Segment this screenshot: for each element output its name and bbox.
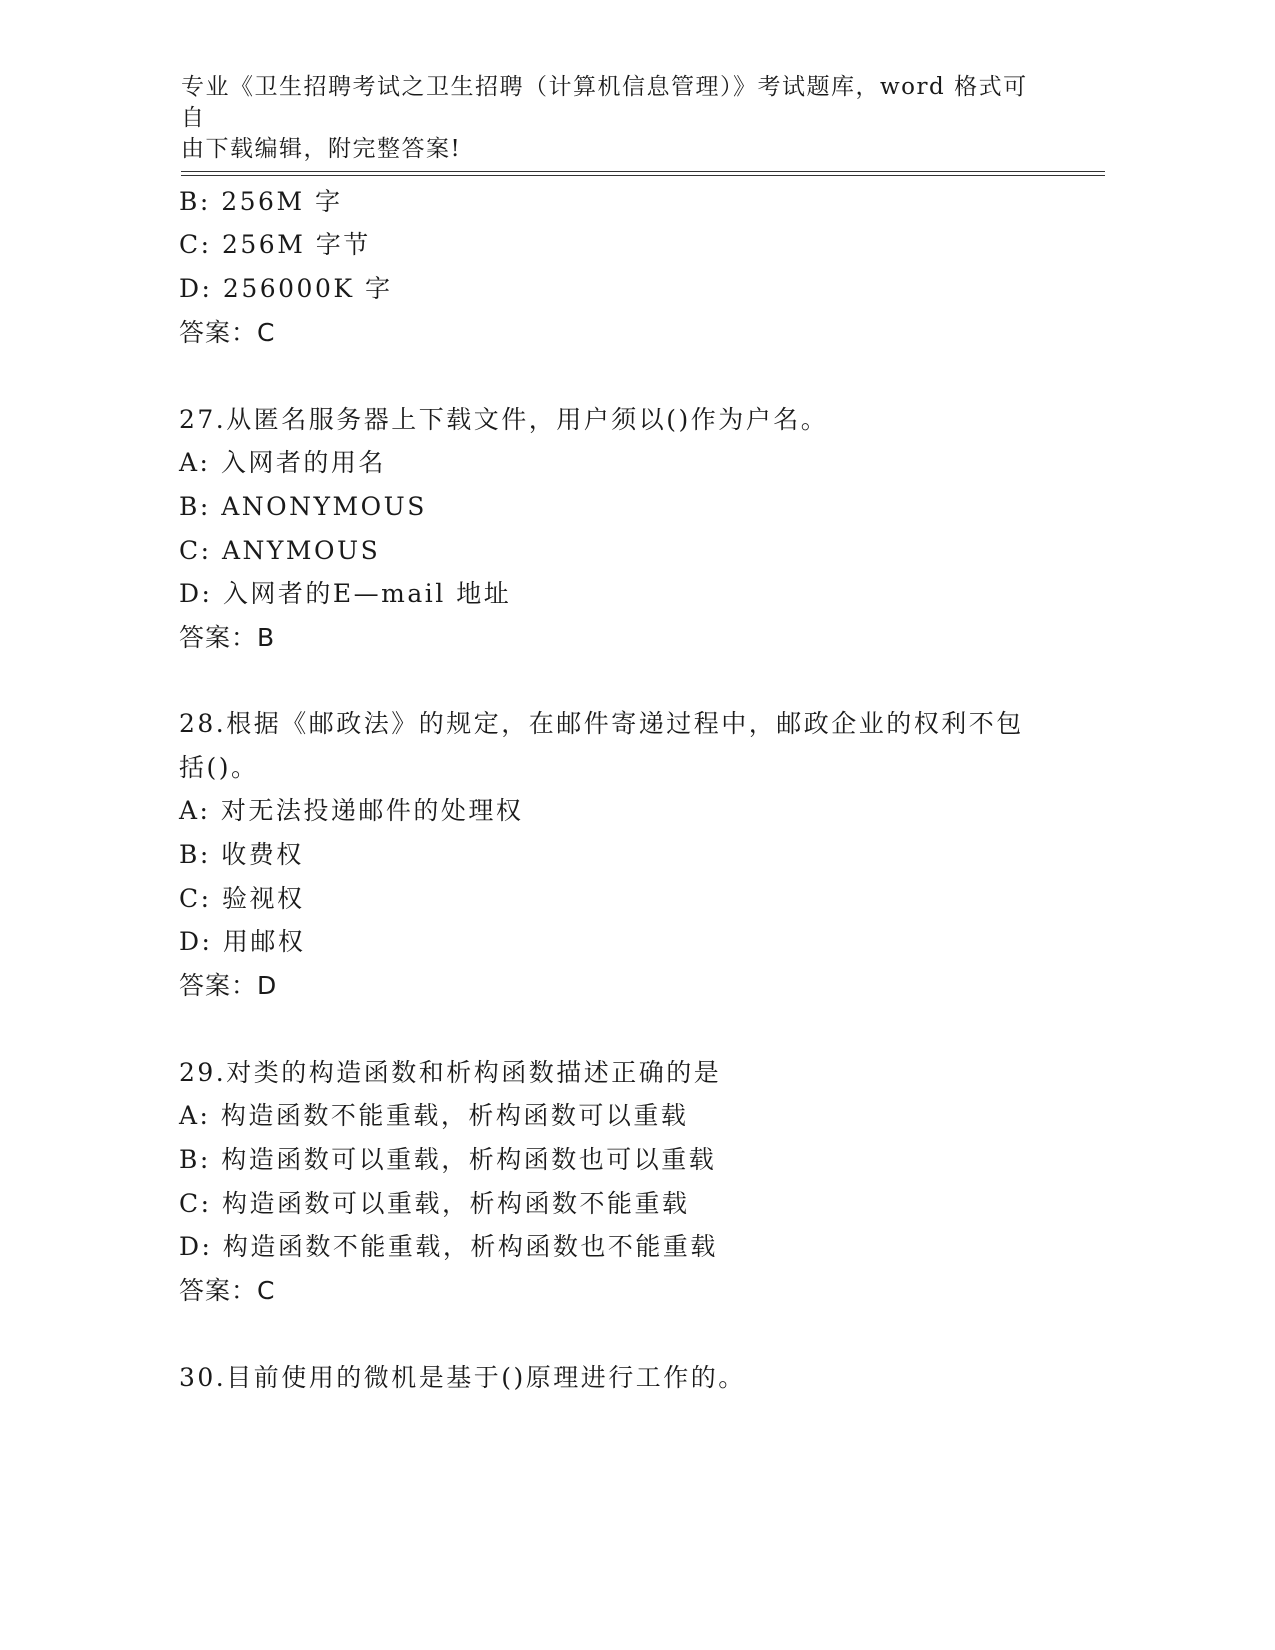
option-a: A: 对无法投递邮件的处理权	[179, 796, 524, 825]
header-line-1: 专业《卫生招聘考试之卫生招聘（计算机信息管理）》考试题库，word 格式可自	[181, 74, 1028, 131]
option-d: D: 构造函数不能重载，析构函数也不能重载	[179, 1232, 718, 1261]
answer: 答案：C	[179, 318, 276, 347]
option-d: D: 用邮权	[179, 927, 306, 956]
option-b: B: 构造函数可以重载，析构函数也可以重载	[179, 1145, 717, 1174]
option-b: B: 256M 字	[179, 187, 343, 216]
option-c: C: 构造函数可以重载，析构函数不能重载	[179, 1189, 690, 1218]
header-divider-top	[181, 171, 1105, 172]
question-stem-line-1: 28.根据《邮政法》的规定，在邮件寄递过程中，邮政企业的权利不包	[179, 709, 1024, 738]
question-stem-line-2: 括()。	[179, 753, 259, 782]
option-c: C: 256M 字节	[179, 230, 371, 259]
option-a: A: 入网者的用名	[179, 448, 386, 477]
option-d: D: 入网者的E—mail 地址	[179, 579, 512, 608]
question-stem: 27.从匿名服务器上下载文件，用户须以()作为户名。	[179, 405, 829, 434]
option-d: D: 256000K 字	[179, 274, 393, 303]
answer: 答案：D	[179, 971, 278, 1000]
option-b: B: ANONYMOUS	[179, 492, 427, 521]
question-stem: 29.对类的构造函数和析构函数描述正确的是	[179, 1058, 722, 1087]
header-divider-bottom	[181, 175, 1105, 176]
question-stem: 30.目前使用的微机是基于()原理进行工作的。	[179, 1363, 746, 1392]
answer: 答案：C	[179, 1276, 276, 1305]
option-a: A: 构造函数不能重载，析构函数可以重载	[179, 1101, 689, 1130]
header-text	[181, 72, 1051, 165]
header-line-2: 由下载编辑，附完整答案!	[181, 136, 462, 162]
option-b: B: 收费权	[179, 840, 304, 869]
option-c: C: 验视权	[179, 884, 305, 913]
option-c: C: ANYMOUS	[179, 536, 381, 565]
answer: 答案：B	[179, 623, 276, 652]
